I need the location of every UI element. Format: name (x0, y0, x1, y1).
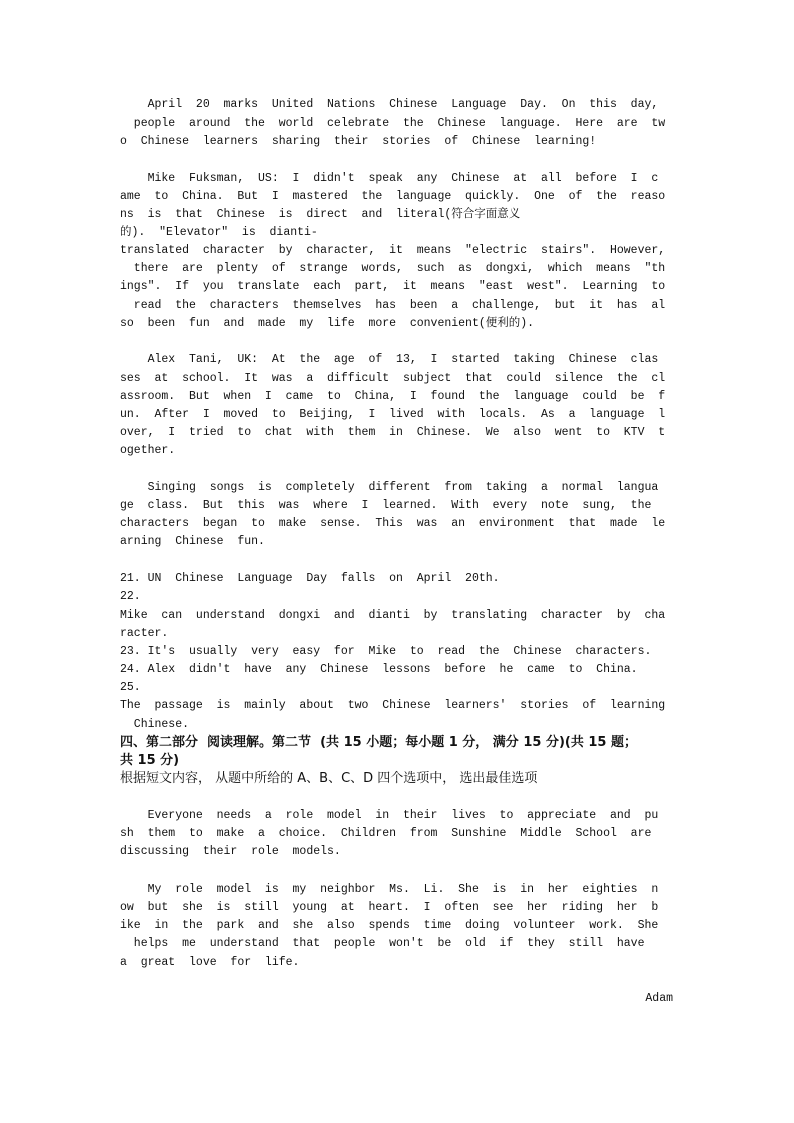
passage2-adam-line: ike in the park and she also spends time doing volunteer work. She (120, 919, 659, 932)
section-heading: 共 15 分) (120, 753, 180, 768)
passage1-mike-line: read the characters themselves has been a challenge, but it has al (120, 299, 666, 312)
question-line: The passage is mainly about two Chinese learners' stories of learning (120, 699, 666, 712)
passage2-intro-line: sh them to make a choice. Children from Sunshine Middle School are (120, 827, 652, 840)
passage1-alex-line: ses at school. It was a difficult subject that could silence the cl (120, 372, 666, 385)
passage1-mike-line: translated character by character, it means "electric stairs". However, (120, 244, 666, 257)
passage1-intro-line: April 20 marks United Nations Chinese Language Day. On this day, (120, 98, 659, 111)
passage1-singing-line: ge class. But this was where I learned. With every note sung, the (120, 499, 652, 512)
passage2-adam-line: a great love for life. (120, 956, 300, 969)
passage1-singing-line: arning Chinese fun. (120, 535, 265, 548)
question-line: 25. (120, 681, 141, 694)
passage1-alex-line: assroom. But when I came to China, I found the language could be f (120, 390, 666, 403)
passage1-alex-line: Alex Tani, UK: At the age of 13, I started taking Chinese clas (120, 353, 659, 366)
question-line: 21. UN Chinese Language Day falls on April 20th. (120, 572, 500, 585)
passage1-singing-line: Singing songs is completely different from taking a normal langua (120, 481, 659, 494)
passage1-alex-line: un. After I moved to Beijing, I lived with locals. As a language l (120, 408, 666, 421)
section-instruction: 根据短文内容， 从题中所给的 A、B、C、D 四个选项中， 选出最佳选项 (120, 771, 538, 786)
passage2-adam-line: helps me understand that people won't be old if they still have (120, 937, 645, 950)
passage2-intro-line: discussing their role models. (120, 845, 341, 858)
section-heading: 四、第二部分 阅读理解。第二节 (共 15 小题；每小题 1 分， 满分 15 分)(共 15 题； (120, 735, 637, 750)
passage2-adam-line: ow but she is still young at heart. I often see her riding her b (120, 901, 659, 914)
passage1-alex-line: over, I tried to chat with them in Chinese. We also went to KTV t (120, 426, 666, 439)
passage1-singing-line: characters began to make sense. This was an environment that made le (120, 517, 666, 530)
passage1-mike-line: 的). "Elevator" is dianti- (120, 226, 318, 239)
passage1-mike-line: so been fun and made my life more convenient(便利的). (120, 317, 535, 330)
passage1-mike-line: there are plenty of strange words, such as dongxi, which means "th (120, 262, 666, 275)
passage1-mike-line: ings". If you translate each part, it means "east west". Learning to (120, 280, 666, 293)
passage1-intro-line: people around the world celebrate the Chinese language. Here are tw (120, 117, 666, 130)
passage1-intro-line: o Chinese learners sharing their stories of Chinese learning! (120, 135, 597, 148)
question-line: Chinese. (120, 718, 190, 731)
passage1-alex-line: ogether. (120, 444, 176, 457)
question-line: 24. Alex didn't have any Chinese lessons before he came to China. (120, 663, 638, 676)
passage2-adam-line: My role model is my neighbor Ms. Li. She is in her eighties n (120, 883, 659, 896)
passage1-mike-line: ns is that Chinese is direct and literal(符合字面意义 (120, 208, 521, 221)
question-line: 22. (120, 590, 141, 603)
question-line: racter. (120, 627, 169, 640)
passage1-mike-line: Mike Fuksman, US: I didn't speak any Chinese at all before I c (120, 172, 659, 185)
question-line: 23. It's usually very easy for Mike to read the Chinese characters. (120, 645, 652, 658)
question-line: Mike can understand dongxi and dianti by translating character by cha (120, 609, 666, 622)
signature-adam: Adam (645, 992, 673, 1005)
passage2-intro-line: Everyone needs a role model in their lives to appreciate and pu (120, 809, 659, 822)
passage1-mike-line: ame to China. But I mastered the language quickly. One of the reaso (120, 190, 666, 203)
